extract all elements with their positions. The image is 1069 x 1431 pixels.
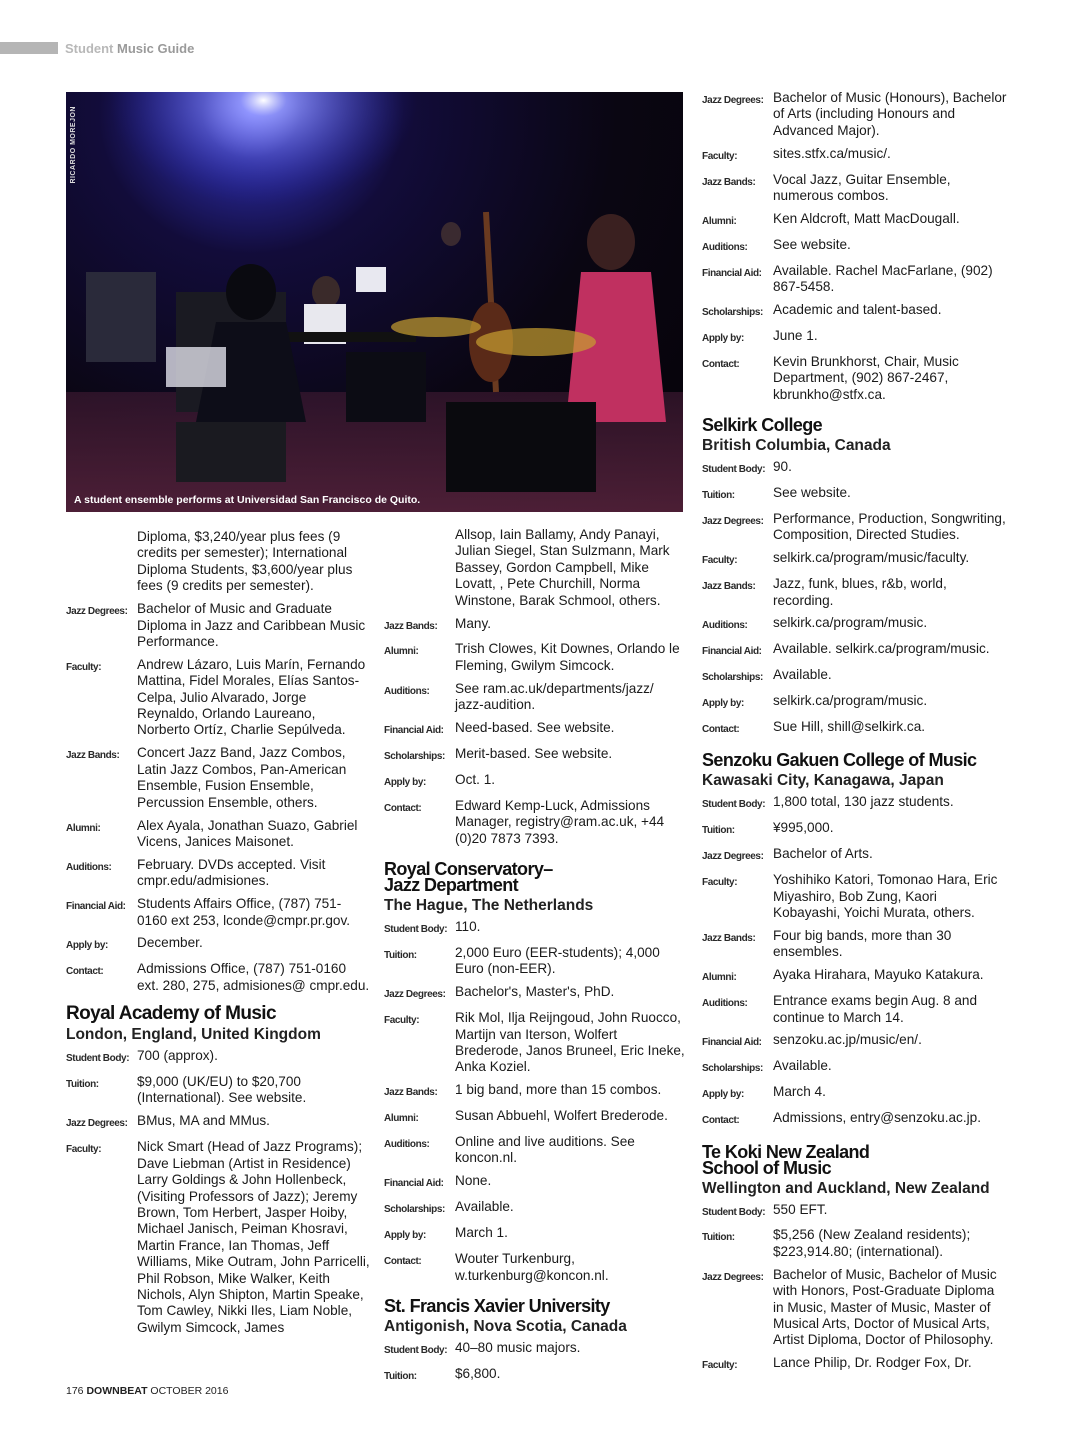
entry-value: See website.: [773, 485, 851, 500]
entry-value: Need-based. See website.: [455, 720, 615, 736]
entry-label: Tuition:: [384, 949, 417, 961]
entry-label: Financial Aid:: [702, 1037, 762, 1049]
entry-value: Sue Hill, shill@selkirk.ca.: [773, 719, 926, 735]
entry-label: Student Body:: [384, 924, 448, 935]
column-1: [66, 529, 371, 1343]
entry-label: Student Body:: [702, 1206, 766, 1218]
entry-value: See website.: [773, 236, 851, 252]
entry-row: [702, 820, 1007, 839]
entry-value: Susan Abbuehl, Wolfert Brederode.: [455, 1108, 668, 1124]
entry-label: Faculty:: [66, 1144, 102, 1156]
entry-row: [702, 641, 1007, 660]
entry-label: Jazz Degrees:: [702, 95, 764, 106]
entry-value: March 1.: [455, 1225, 508, 1241]
entry-value: Available.: [773, 667, 832, 683]
entry-value: 90.: [773, 459, 792, 475]
issue-date: OCTOBER 2016: [150, 1385, 229, 1397]
school-name-line-2: School of Music: [702, 1157, 832, 1178]
entry-label: Financial Aid:: [384, 725, 444, 737]
entry-row: [702, 1267, 1007, 1349]
concert-photo: [66, 92, 683, 512]
entry-value: 550 EFT.: [773, 1201, 828, 1217]
entry-value: $9,000 (UK/EU) to $20,700 (International). See website.: [137, 1074, 307, 1106]
page-number: 176: [66, 1385, 84, 1397]
entry-value: Oct. 1.: [455, 771, 496, 787]
entry-value: Kevin Brunkhorst, Chair, Music Department, (902) 867-2467, kbrunkho@stfx.ca.: [773, 353, 959, 402]
school-location: Wellington and Auckland, New Zealand: [702, 1179, 990, 1197]
entry-row: [702, 90, 1007, 139]
entry-row: [702, 550, 1007, 569]
entry-row: [384, 919, 686, 938]
entry-label: Jazz Degrees:: [66, 606, 128, 618]
entry-value: 1,800 total, 130 jazz students.: [773, 794, 954, 810]
entry-label: Student Body:: [702, 799, 766, 811]
entry-row: [702, 576, 1007, 609]
school-location: Antigonish, Nova Scotia, Canada: [384, 1317, 627, 1335]
entry-value: Lance Philip, Dr. Rodger Fox, Dr.: [773, 1355, 972, 1371]
entry-row: [702, 511, 1007, 544]
entry-label: Faculty:: [702, 877, 738, 889]
entry-label: Apply by:: [702, 332, 744, 344]
entry-label: Scholarships:: [702, 307, 763, 319]
entry-label: Student Body:: [66, 1053, 130, 1065]
entry-row: [66, 1074, 371, 1107]
entry-value: Four big bands, more than 30 ensembles.: [773, 927, 952, 960]
entry-row: [384, 681, 686, 714]
entry-label: Financial Aid:: [384, 1178, 444, 1190]
entry-value: Ken Aldcroft, Matt MacDougall.: [773, 210, 960, 226]
entry-value: Admissions Office, (787) 751-0160 ext. 280, 275, admisiones@ cmpr.edu.: [137, 961, 370, 993]
entry-label: Apply by:: [384, 1230, 426, 1242]
school-location: British Columbia, Canada: [702, 437, 891, 455]
entry-row: [702, 328, 1007, 347]
entry-label: Jazz Degrees:: [702, 851, 764, 863]
entry-value: Edward Kemp-Luck, Admissions Manager, registry@ram.ac.uk, +44 (0)20 7873 7393.: [455, 797, 665, 846]
entry-label: Faculty:: [702, 555, 738, 567]
entry-label: Jazz Bands:: [702, 176, 756, 188]
entry-row: [384, 1010, 686, 1076]
school-location: Kawasaki City, Kanagawa, Japan: [702, 772, 944, 790]
column-3: [702, 90, 1007, 1381]
entry-label: Faculty:: [384, 1015, 420, 1027]
entry-label: Faculty:: [702, 150, 738, 162]
entry-value: Rik Mol, Ilja Reijngoud, John Ruocco, Martijn van Iterson, Wolfert Brederode, Janos Bruneel, Eric Ineke, Anka Koziel.: [455, 1010, 685, 1075]
entry-row: [702, 172, 1007, 205]
entry-value: ¥995,000.: [773, 820, 834, 836]
entry-row: [702, 794, 1007, 813]
entry-value: Many.: [455, 615, 492, 631]
entry-row: [66, 657, 371, 739]
entry-row: [384, 798, 686, 847]
entry-value: Merit-based. See website.: [455, 745, 613, 761]
entry-row: [702, 459, 1007, 478]
entry-label: Financial Aid:: [66, 901, 126, 913]
entry-value: Bachelor's, Master's, PhD.: [455, 984, 615, 1000]
entry-row: [384, 1108, 686, 1127]
entry-label: Auditions:: [66, 861, 112, 873]
entry-row: [702, 1058, 1007, 1077]
entry-label: Contact:: [66, 966, 104, 978]
entry-value: See ram.ac.uk/departments/jazz/ jazz-audition.: [455, 680, 654, 713]
entry-row: [384, 945, 686, 978]
entry-label: Scholarships:: [702, 672, 763, 684]
entry-row: [66, 818, 371, 851]
entry-label: Alumni:: [384, 1113, 419, 1125]
entry-value: 700 (approx).: [137, 1048, 218, 1064]
entry-label: Auditions:: [384, 1139, 430, 1151]
entry-row: [702, 354, 1007, 403]
entry-row: [702, 146, 1007, 165]
continuation-text: Allsop, Iain Ballamy, Andy Panayi, Julian Siegel, Stan Sulzmann, Mark Bassey, Gordon Campbell, Mike Lovatt, , Pete Churchill, Norma Winstone, Barak Schmool, others.: [455, 527, 670, 608]
entry-label: Contact:: [702, 1115, 740, 1127]
entry-label: Tuition:: [384, 1370, 417, 1382]
entry-value: sites.stfx.ca/music/.: [773, 145, 891, 161]
school-name: Senzoku Gakuen College of Music: [702, 750, 977, 771]
entry-value: Wouter Turkenburg, w.turkenburg@koncon.nl.: [455, 1251, 609, 1283]
entry-value: Andrew Lázaro, Luis Marín, Fernando Mattina, Fidel Morales, Elías Santos-Celpa, Julio Alvarado, Jorge Reynaldo, Orlando Laureano, Norberto Ortíz, Charlie Sepúlveda.: [137, 656, 366, 738]
entry-label: Auditions:: [702, 998, 748, 1010]
entry-label: Tuition:: [66, 1079, 99, 1091]
entry-value: $6,800.: [455, 1365, 501, 1381]
entry-row: [66, 961, 371, 994]
entry-row: [702, 302, 1007, 321]
entry-value: 1 big band, more than 15 combos.: [455, 1082, 662, 1098]
entry-value: Bachelor of Music (Honours), Bachelor of Arts (including Honours and Advanced Major).: [773, 90, 1007, 138]
entry-value: Admissions, entry@senzoku.ac.jp.: [773, 1110, 981, 1126]
entry-row: [702, 211, 1007, 230]
entry-label: Alumni:: [702, 972, 737, 984]
entry-value: senzoku.ac.jp/music/en/.: [773, 1032, 922, 1048]
entry-row: [702, 263, 1007, 296]
entry-value: Students Affairs Office, (787) 751-0160 ext 253, lconde@cmpr.pr.gov.: [137, 896, 351, 928]
entry-value: Ayaka Hirahara, Mayuko Katakura.: [773, 967, 984, 983]
entry-value: Bachelor of Music, Bachelor of Music with Honors, Post-Graduate Diploma in Music, Master of Music, Master of Musical Arts, Doctor of Musical Arts, Artist Diploma, Doctor of Philosophy.: [773, 1266, 997, 1348]
entry-label: Jazz Bands:: [384, 1087, 438, 1099]
entry-label: Contact:: [384, 1256, 422, 1268]
entry-label: Contact:: [384, 802, 422, 814]
entry-label: Scholarships:: [384, 1204, 445, 1216]
entry-label: Scholarships:: [384, 750, 445, 762]
entry-label: Tuition:: [702, 825, 735, 837]
entry-value: Available.: [773, 1058, 832, 1074]
entry-value: None.: [455, 1173, 492, 1189]
entry-value: Academic and talent-based.: [773, 302, 942, 318]
entry-label: Contact:: [702, 358, 740, 370]
header-accent-bar: [0, 42, 58, 54]
entry-value: Entrance exams begin Aug. 8 and continue to March 14.: [773, 993, 978, 1025]
entry-value: Yoshihiko Katori, Tomonao Hara, Eric Miyashiro, Bob Zung, Kaori Kobayashi, Yoichi Murata, others.: [773, 872, 998, 920]
school-name-line-1: Royal Conservatory–: [384, 859, 553, 879]
entry-label: Jazz Bands:: [702, 932, 756, 944]
entry-value: 110.: [455, 919, 481, 934]
entry-row: [702, 993, 1007, 1026]
entry-label: Jazz Degrees:: [702, 515, 764, 527]
entry-value: Nick Smart (Head of Jazz Programs); Dave Liebman (Artist in Residence) Larry Goldings & John Hollenbeck, (Visiting Professors of Jazz); Jeremy Brown, Tom Herbert, Jasper Hoiby, Michael Janisch, Peiman Khosravi, Martin France, Ian Thomas, Jeff Williams, Mike Outram, John Parricelli, Phil Robson, Mike Walker, Keith Nichols, Alyn Shipton, Martin Speake, Tom Cawley, Nikki Iles, Liam Noble, Gwilym Simcock, James: [137, 1139, 370, 1335]
entry-row: [384, 746, 686, 765]
entry-value: June 1.: [773, 327, 818, 343]
section-header-light: Student: [65, 41, 114, 56]
entry-label: Apply by:: [66, 940, 108, 952]
entry-row: [66, 896, 371, 929]
entry-row: [702, 615, 1007, 634]
school-name: Royal Academy of Music: [66, 1003, 276, 1025]
entry-value: Concert Jazz Band, Jazz Combos, Latin Jazz Combos, Pan-American Ensemble, Fusion Ensemble, Percussion Ensemble, others.: [137, 745, 347, 810]
entry-row: [702, 928, 1007, 961]
school-name-line-2: Jazz Department: [384, 875, 519, 895]
entry-row: [702, 872, 1007, 921]
entry-row: [384, 1251, 686, 1284]
entry-value: February. DVDs accepted. Visit cmpr.edu/admisiones.: [137, 856, 326, 889]
entry-row: [384, 1082, 686, 1101]
entry-label: Financial Aid:: [702, 646, 762, 658]
entry-row: [702, 1032, 1007, 1051]
entry-row: [384, 1225, 686, 1244]
entry-value: Bachelor of Arts.: [773, 846, 873, 862]
entry-label: Scholarships:: [702, 1063, 763, 1075]
entry-row: [702, 1110, 1007, 1129]
entry-row: [702, 1084, 1007, 1103]
entry-row: [66, 935, 371, 954]
entry-list: [66, 601, 371, 994]
entry-label: Auditions:: [702, 620, 748, 632]
entry-row: [66, 857, 371, 890]
entry-value: March 4.: [773, 1084, 826, 1100]
entry-row: [384, 616, 686, 635]
entry-value: Jazz, funk, blues, r&b, world, recording.: [773, 576, 947, 608]
entry-row: [384, 1340, 686, 1359]
entry-label: Jazz Bands:: [702, 581, 756, 593]
entry-value: Available. selkirk.ca/program/music.: [773, 641, 990, 657]
entry-row: [702, 846, 1007, 865]
entry-row: [702, 719, 1007, 738]
entry-row: [384, 984, 686, 1003]
entry-value: Available.: [455, 1199, 514, 1215]
column-2: [384, 527, 686, 1392]
entry-value: BMus, MA and MMus.: [137, 1113, 270, 1129]
entry-label: Apply by:: [702, 1089, 744, 1101]
entry-row: [384, 772, 686, 791]
concert-photo-illustration: [66, 92, 683, 512]
school-name-line-1: Te Koki New Zealand: [702, 1141, 870, 1162]
school-name: Selkirk College: [702, 415, 823, 436]
entry-row: [384, 1173, 686, 1192]
entry-value: 2,000 Euro (EER-students); 4,000 Euro (non-EER).: [455, 944, 660, 977]
entry-label: Apply by:: [384, 776, 426, 788]
school-name: St. Francis Xavier University: [384, 1295, 610, 1316]
entry-value: Trish Clowes, Kit Downes, Orlando le Fleming, Gwilym Simcock.: [455, 641, 680, 673]
entry-value: Bachelor of Music and Graduate Diploma in Jazz and Caribbean Music Performance.: [137, 601, 366, 649]
entry-label: Student Body:: [702, 464, 766, 476]
entry-row: [384, 1199, 686, 1218]
entry-label: Faculty:: [702, 1360, 738, 1372]
entry-row: [702, 1202, 1007, 1221]
entry-label: Apply by:: [702, 698, 744, 710]
entry-label: Jazz Bands:: [66, 750, 120, 762]
section-header-bold: Music Guide: [117, 41, 195, 56]
entry-value: December.: [137, 935, 203, 951]
entry-row: [384, 720, 686, 739]
entry-row: [66, 1048, 371, 1067]
entry-value: Alex Ayala, Jonathan Suazo, Gabriel Vicens, Janices Maisonet.: [137, 817, 358, 849]
page-footer: [66, 1385, 228, 1397]
entry-label: Auditions:: [384, 685, 430, 697]
entry-label: Contact:: [702, 724, 740, 736]
entry-value: Available. Rachel MacFarlane, (902) 867-5458.: [773, 262, 993, 295]
entry-row: [702, 967, 1007, 986]
entry-label: Jazz Degrees:: [702, 1271, 764, 1283]
entry-row: [66, 601, 371, 650]
entry-label: Tuition:: [702, 1232, 735, 1244]
entry-value: Online and live auditions. See koncon.nl.: [455, 1134, 635, 1166]
entry-row: [702, 1227, 1007, 1260]
entry-value: selkirk.ca/program/music.: [773, 615, 928, 631]
entry-row: [66, 1139, 371, 1336]
entry-row: [702, 237, 1007, 256]
section-header: [65, 41, 194, 56]
entry-label: Jazz Bands:: [384, 620, 438, 632]
entry-row: [702, 1355, 1007, 1374]
entry-label: Jazz Degrees:: [66, 1118, 128, 1130]
photo-credit: RICARDO MOREJON: [70, 106, 77, 184]
magazine-name: DOWNBEAT: [86, 1385, 148, 1397]
school-location: London, England, United Kingdom: [66, 1026, 321, 1044]
entry-label: Auditions:: [702, 241, 748, 253]
entry-value: selkirk.ca/program/music/faculty.: [773, 550, 970, 566]
entry-label: Alumni:: [66, 822, 101, 834]
entry-value: 40–80 music majors.: [455, 1339, 581, 1355]
entry-label: Alumni:: [384, 646, 419, 658]
entry-row: [384, 1134, 686, 1167]
entry-label: Financial Aid:: [702, 267, 762, 279]
entry-label: Tuition:: [702, 490, 735, 501]
entry-value: selkirk.ca/program/music.: [773, 693, 928, 709]
entry-value: Performance, Production, Songwriting, Composition, Directed Studies.: [773, 510, 1006, 543]
entry-value: Vocal Jazz, Guitar Ensemble, numerous combos.: [773, 171, 951, 204]
entry-label: Student Body:: [384, 1344, 448, 1356]
entry-label: Faculty:: [66, 661, 102, 673]
entry-row: [384, 641, 686, 674]
entry-row: [384, 1366, 686, 1385]
entry-row: [702, 693, 1007, 712]
entry-label: Alumni:: [702, 215, 737, 227]
photo-caption: A student ensemble performs at Universidad San Francisco de Quito.: [74, 494, 421, 506]
entry-value: $5,256 (New Zealand residents); $223,914.80; (international).: [773, 1227, 971, 1259]
entry-row: [66, 745, 371, 811]
entry-row: [702, 485, 1007, 504]
entry-label: Jazz Degrees:: [384, 989, 446, 1001]
entry-row: [702, 667, 1007, 686]
continuation-text: Diploma, $3,240/year plus fees (9 credits per semester); International Diploma Students, $3,600/year plus fees (9 credits per semester).: [137, 529, 353, 594]
school-location: The Hague, The Netherlands: [384, 897, 594, 914]
entry-row: [66, 1113, 371, 1132]
